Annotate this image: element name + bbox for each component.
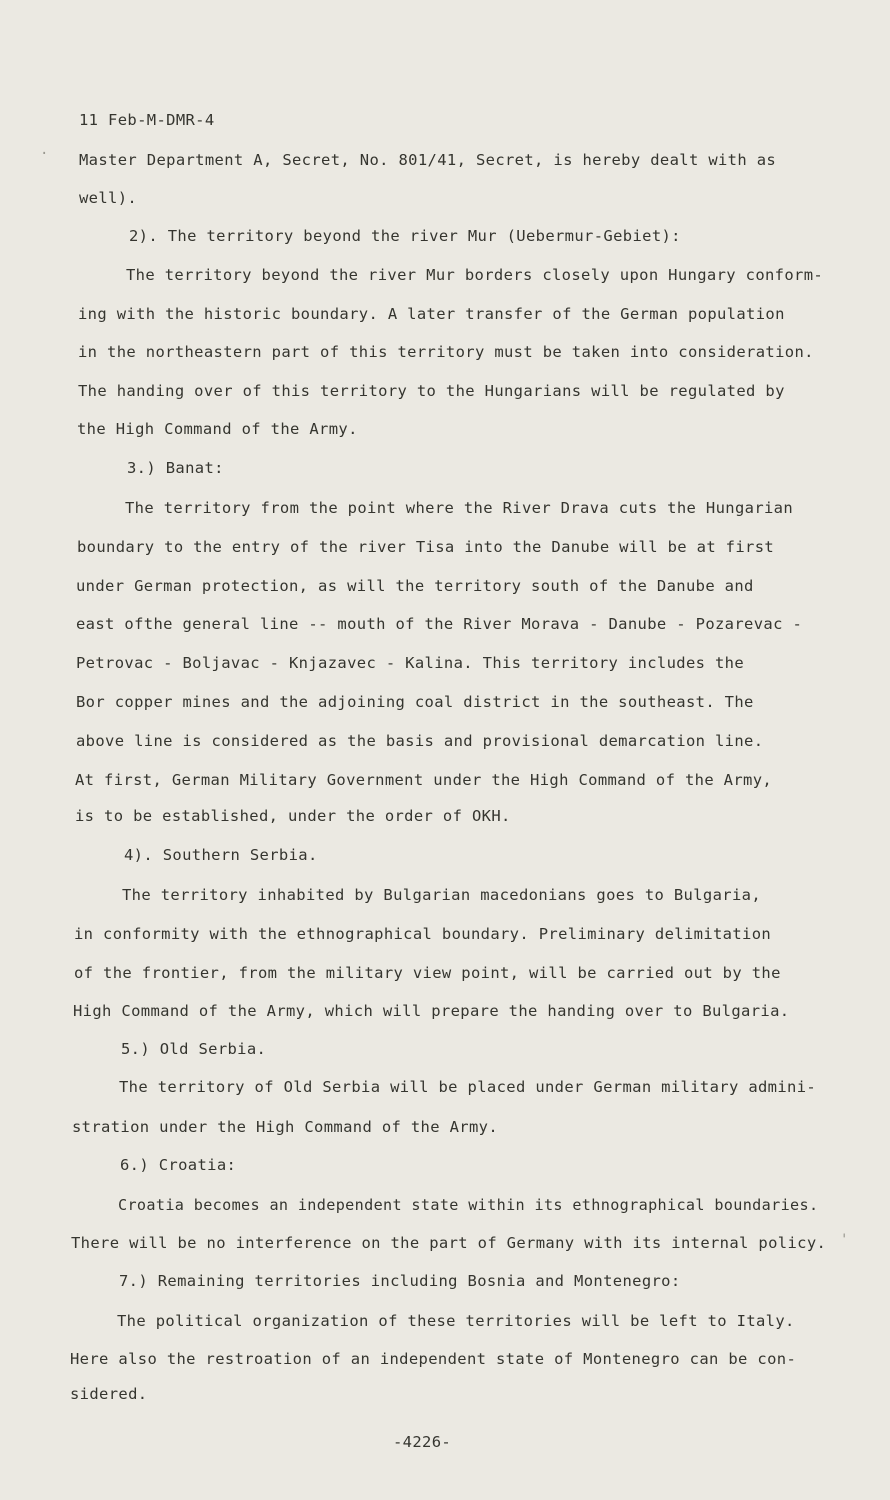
body-line: Here also the restroation of an independent state of Montenegro can be con-: [70, 1350, 797, 1368]
document-reference: 11 Feb-M-DMR-4: [79, 111, 215, 129]
body-line: is to be established, under the order of OKH.: [75, 807, 511, 825]
section-heading: 5.) Old Serbia.: [121, 1040, 267, 1058]
margin-mark: ·: [40, 146, 49, 162]
body-line: The territory inhabited by Bulgarian macedonians goes to Bulgaria,: [122, 886, 761, 904]
section-heading: 2). The territory beyond the river Mur (Uebermur-Gebiet):: [129, 227, 681, 245]
body-line: stration under the High Command of the Army.: [72, 1118, 498, 1136]
body-line: The territory beyond the river Mur borders closely upon Hungary conform-: [126, 266, 824, 284]
body-line: At first, German Military Government under the High Command of the Army,: [75, 771, 773, 789]
page-number: -4226-: [393, 1433, 452, 1451]
body-line: sidered.: [70, 1385, 148, 1403]
body-line: Croatia becomes an independent state within its ethnographical boundaries.: [118, 1196, 819, 1214]
margin-mark: ': [840, 1232, 849, 1248]
body-line: above line is considered as the basis and provisional demarcation line.: [76, 732, 764, 750]
body-line: Petrovac - Boljavac - Knjazavec - Kalina. This territory includes the: [76, 654, 745, 672]
body-line: the High Command of the Army.: [77, 420, 358, 438]
body-line: ing with the historic boundary. A later transfer of the German population: [78, 305, 785, 323]
section-heading: 6.) Croatia:: [120, 1156, 237, 1174]
body-line: The territory from the point where the River Drava cuts the Hungarian: [125, 499, 794, 517]
body-line: under German protection, as will the territory south of the Danube and: [76, 577, 754, 595]
section-heading: 3.) Banat:: [127, 459, 224, 477]
body-line: in the northeastern part of this territory must be taken into consideration.: [78, 343, 814, 361]
body-line: well).: [79, 189, 138, 207]
body-line: of the frontier, from the military view point, will be carried out by the: [74, 964, 781, 982]
body-line: Master Department A, Secret, No. 801/41, Secret, is hereby dealt with as: [79, 151, 777, 169]
section-heading: 4). Southern Serbia.: [124, 846, 318, 864]
body-line: The handing over of this territory to the Hungarians will be regulated by: [78, 382, 785, 400]
body-line: The political organization of these territories will be left to Italy.: [117, 1312, 795, 1330]
section-heading: 7.) Remaining territories including Bosnia and Montenegro:: [119, 1272, 681, 1290]
body-line: There will be no interference on the part of Germany with its internal policy.: [71, 1234, 827, 1252]
body-line: High Command of the Army, which will prepare the handing over to Bulgaria.: [73, 1002, 790, 1020]
body-line: in conformity with the ethnographical boundary. Preliminary delimitation: [74, 925, 772, 943]
body-line: east ofthe general line -- mouth of the River Morava - Danube - Pozarevac -: [76, 615, 803, 633]
body-line: The territory of Old Serbia will be placed under German military admini-: [119, 1078, 817, 1096]
body-line: Bor copper mines and the adjoining coal district in the southeast. The: [76, 693, 754, 711]
body-line: boundary to the entry of the river Tisa into the Danube will be at first: [77, 538, 775, 556]
